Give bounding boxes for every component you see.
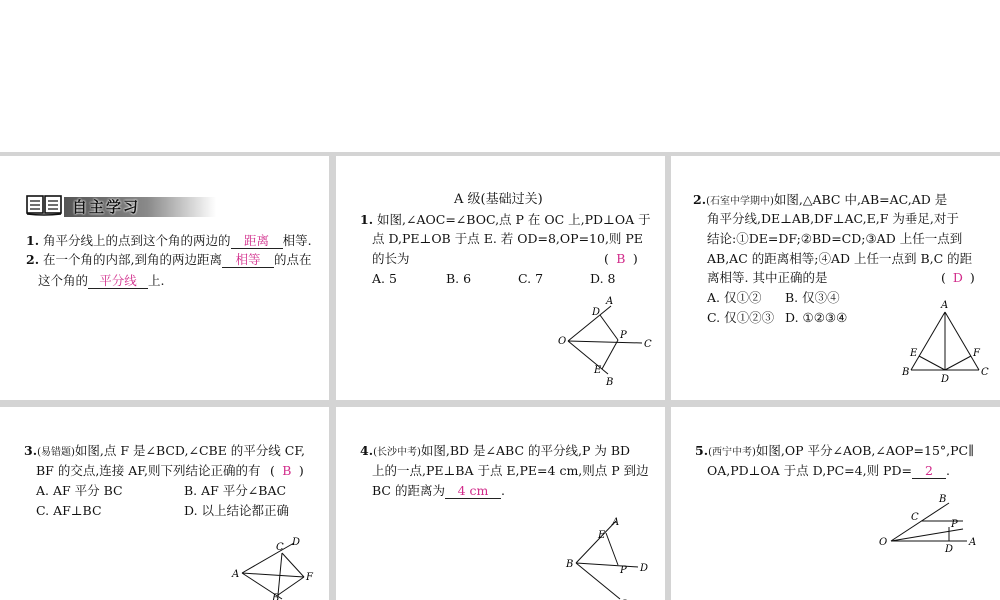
label-a: A (612, 517, 620, 528)
self-study-q2-line1 (26, 250, 312, 269)
answer-paren (941, 268, 975, 287)
label-d: D (945, 544, 954, 553)
option-b: B. 6 (446, 271, 472, 286)
level-a-q1-line3: 的长为 (372, 251, 410, 266)
q2-line2: 角平分线,DE⊥AB,DF⊥AC,E,F 为垂足,对于 (707, 211, 959, 226)
label-a: A (232, 569, 240, 580)
label-b: B (902, 367, 910, 378)
q2-line5: 离相等. 其中正确的是 (707, 270, 828, 285)
label-f: F (973, 348, 980, 359)
question-5-panel (671, 407, 1000, 600)
q-text: 如图,△ABC 中,AB=AC,AD 是 (773, 192, 948, 207)
q-number: 4. (360, 443, 374, 458)
q4-line2: 上的一点,PE⊥BA 于点 E,PE=4 cm,则点 P 到边 (372, 463, 649, 478)
section-heading (26, 194, 216, 218)
q3-line1 (24, 441, 305, 462)
label-d: D (592, 307, 601, 318)
option-c: C. 7 (518, 271, 544, 286)
q-number: 3. (24, 443, 38, 458)
label-c: C (911, 512, 919, 523)
answer-blank: 相等 (222, 252, 274, 268)
top-blank-band (0, 0, 1000, 152)
paren-open: ( (270, 463, 275, 478)
q-text: BC 的距离为 (372, 483, 445, 498)
paren-close: ) (632, 251, 638, 266)
label-p: P (620, 330, 627, 341)
label-d: D (640, 563, 649, 574)
option-b: B. 仅③④ (785, 290, 840, 305)
option-d: D. 8 (590, 271, 616, 286)
option-d: D. ①②③④ (785, 310, 848, 325)
label-p: P (620, 565, 627, 576)
q-number: 5. (695, 443, 709, 458)
heading-label: 自主学习 (72, 198, 141, 216)
level-a-title: A 级(基础过关) (454, 192, 543, 207)
q-text: 这个角的 (38, 273, 89, 288)
label-f: F (306, 572, 313, 583)
question-2-panel (671, 156, 1000, 400)
option-b: B. AF 平分∠BAC (184, 483, 287, 498)
label-b: B (272, 593, 280, 600)
q-text: 上. (148, 273, 165, 288)
q2-line4: AB,AC 的距离相等;④AD 上任一点到 B,C 的距 (707, 251, 973, 266)
q-number: 1. (360, 212, 374, 227)
self-study-panel (0, 156, 329, 400)
label-c: C (981, 367, 989, 378)
q-source: (石室中学期中) (706, 196, 774, 207)
answer-blank: 2 (912, 463, 946, 479)
label-a: A (941, 300, 949, 311)
q2-line1 (693, 190, 947, 211)
level-a-panel (336, 156, 665, 400)
q-number: 2. (693, 192, 707, 207)
q-text: 在一个角的内部,到角的两边距离 (43, 252, 223, 267)
option-c: C. AF⊥BC (36, 503, 102, 518)
label-b: B (939, 494, 947, 505)
label-b: B (566, 559, 574, 570)
q-source: (西宁中考) (708, 447, 756, 458)
self-study-q1 (26, 231, 312, 250)
paren-close: ) (298, 463, 304, 478)
q-text: 如图,点 F 是∠BCD,∠CBE 的平分线 CF, (74, 443, 306, 458)
level-a-q1-line1 (360, 210, 651, 229)
paren-open: ( (604, 251, 609, 266)
q-number: 1. (26, 233, 40, 248)
q-text: OA,PD⊥OA 于点 D,PC=4,则 PD= (707, 463, 912, 478)
q-source: (长沙中考) (373, 447, 421, 458)
answer-blank: 距离 (231, 233, 283, 249)
option-a: A. 5 (372, 271, 397, 286)
book-icon (26, 194, 62, 216)
q3-line2: BF 的交点,连接 AF,则下列结论正确的有 (36, 463, 261, 478)
answer-paren (604, 249, 638, 268)
label-c: C (644, 339, 652, 350)
label-a: A (969, 537, 977, 548)
figure-angle-bisector (556, 294, 656, 389)
question-4-panel (336, 407, 665, 600)
q-number: 2. (26, 252, 40, 267)
q-text: . (500, 483, 505, 498)
answer-choice: B (282, 463, 292, 478)
label-e: E (594, 365, 602, 376)
figure-angle-abc (562, 515, 662, 600)
self-study-q2-line2 (38, 271, 165, 290)
q-text: . (945, 463, 950, 478)
label-e: E (910, 348, 918, 359)
level-a-q1-line2: 点 D,PE⊥OB 于点 E. 若 OD=8,OP=10,则 PE (372, 231, 643, 246)
answer-paren (270, 461, 304, 480)
label-d: D (941, 374, 950, 385)
paren-close: ) (969, 270, 975, 285)
label-e: E (598, 530, 606, 541)
label-p: P (951, 519, 958, 530)
option-a: A. 仅①② (707, 290, 762, 305)
q-source: (易错题) (37, 447, 75, 458)
label-d: D (292, 537, 301, 548)
question-3-panel (0, 407, 329, 600)
option-c: C. 仅①②③ (707, 310, 775, 325)
figure-isosceles-triangle (899, 298, 999, 388)
q4-line3 (372, 481, 505, 500)
q5-line2 (707, 461, 950, 480)
paren-open: ( (941, 270, 946, 285)
q-text: 相等. (282, 233, 312, 248)
q-text: 如图,OP 平分∠AOB,∠AOP=15°,PC∥ (755, 443, 974, 458)
option-d: D. 以上结论都正确 (184, 503, 290, 518)
label-c: C (276, 542, 284, 553)
q5-line1 (695, 441, 974, 462)
label-b: B (606, 377, 614, 388)
figure-parallel-bisector (877, 491, 987, 553)
answer-choice: B (616, 251, 626, 266)
label-a: A (606, 296, 614, 307)
answer-choice: D (952, 270, 963, 285)
q-text: 角平分线上的点到这个角的两边的 (43, 233, 231, 248)
q4-line1 (360, 441, 630, 462)
label-o: O (879, 537, 888, 548)
answer-blank: 平分线 (88, 273, 148, 289)
q2-line3: 结论:①DE=DF;②BD=CD;③AD 上任一点到 (707, 231, 963, 246)
label-o: O (558, 336, 567, 347)
q-text: 的点在 (274, 252, 312, 267)
q-text: 如图,BD 是∠ABC 的平分线,P 为 BD (420, 443, 631, 458)
option-a: A. AF 平分 BC (36, 483, 123, 498)
answer-blank: 4 cm (445, 483, 501, 499)
figure-angle-bisectors (228, 533, 328, 600)
q-text: 如图,∠AOC=∠BOC,点 P 在 OC 上,PD⊥OA 于 (377, 212, 651, 227)
